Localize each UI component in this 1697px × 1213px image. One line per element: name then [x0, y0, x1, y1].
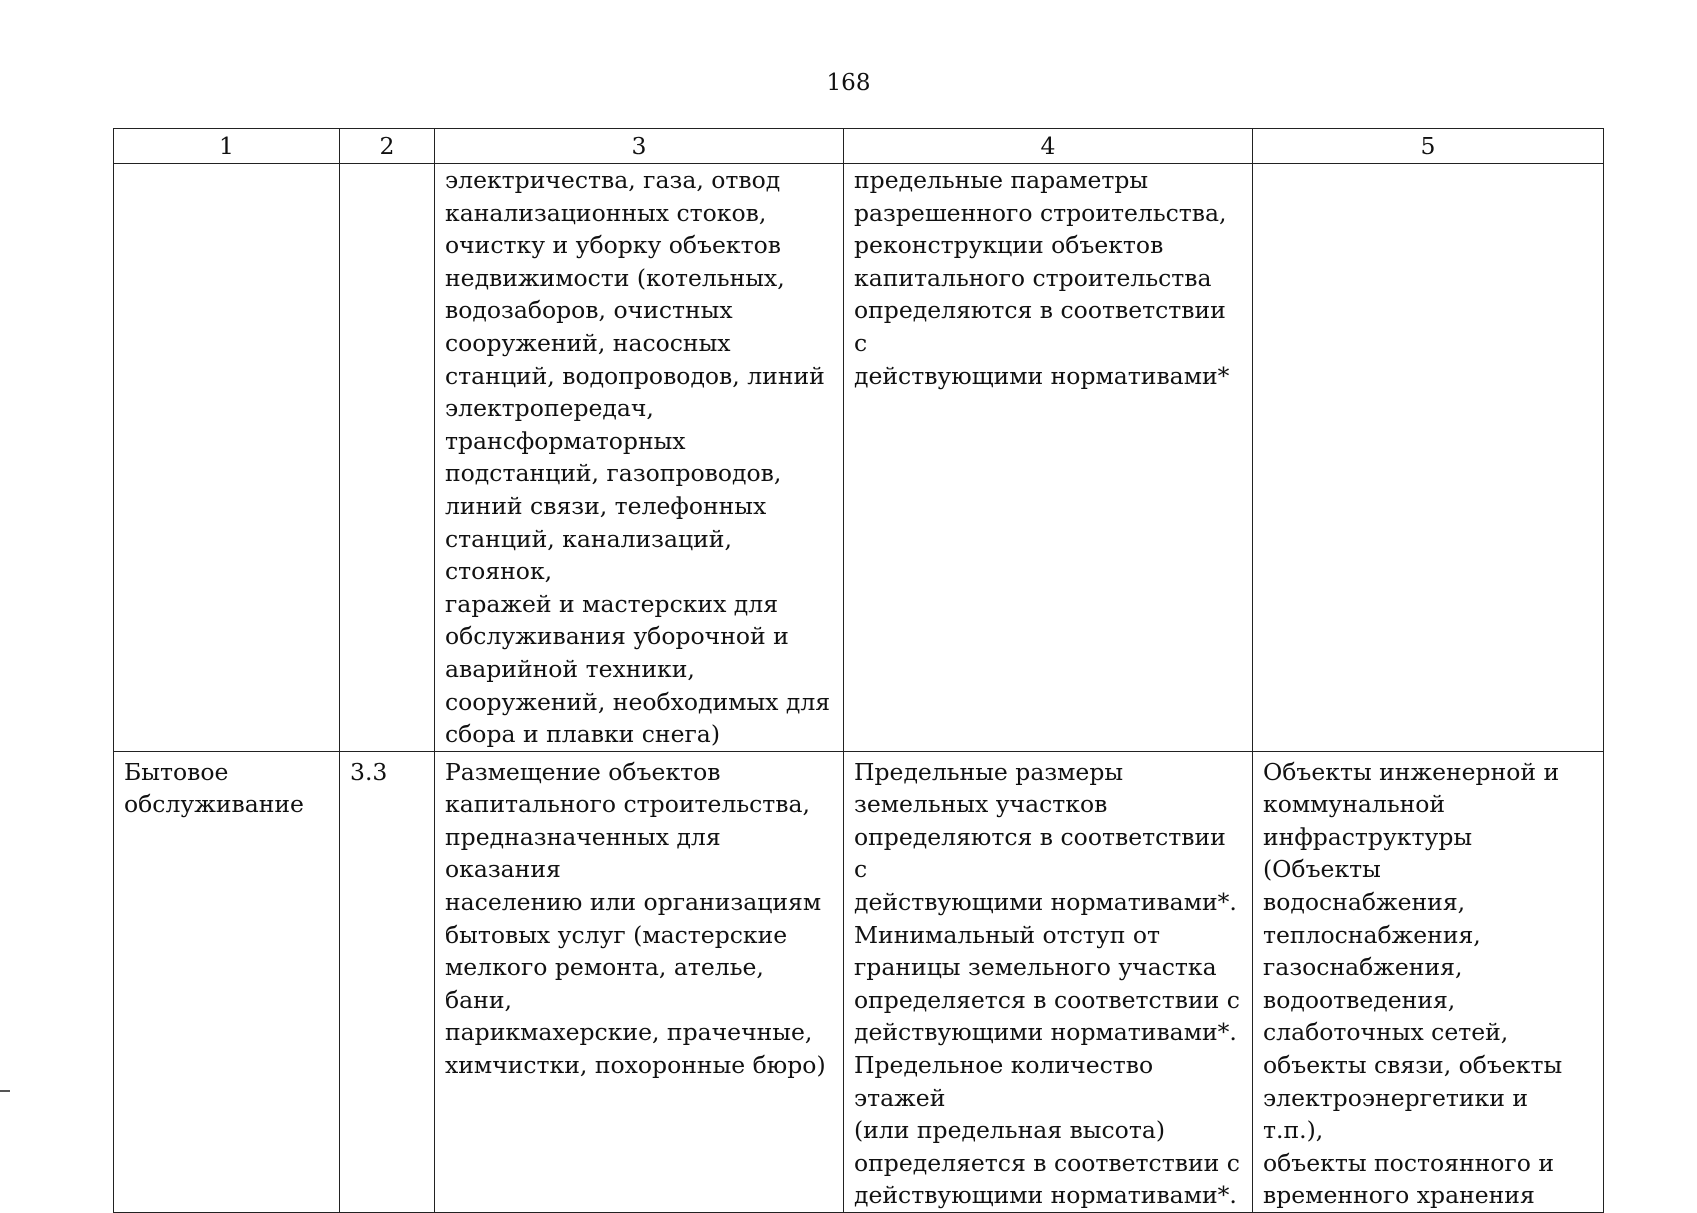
use-name-cell [114, 164, 340, 752]
land-use-table [113, 128, 1604, 1213]
table-row [114, 751, 1604, 1212]
description-cell [435, 164, 844, 752]
description-text: Размещение объектов капитального строительства, предназначенных для оказания населению или организациям бытовых услуг (мастерские мелкого ремонта, ателье, бани, парикмахерские, прачечные, химчистки, похоронные бюро) [445, 757, 826, 1080]
use-code-cell [340, 164, 435, 752]
parameters-text: Предельные размеры земельных участков определяются в соответствии с действующими нормативами*. Минимальный отступ от границы земельного участка определяется в соответствии с действующими нормативами*. Предельное количество этажей (или предельная высота) определяется в соответствии с действующими нормативами*. [854, 757, 1240, 1210]
page-number: 168 [826, 70, 871, 96]
scan-margin-mark [0, 1090, 10, 1092]
column-header-2: 2 [340, 129, 435, 164]
use-name-cell [114, 751, 340, 1212]
objects-text: Объекты инженерной и коммунальной инфраструктуры (Объекты водоснабжения, теплоснабжения, газоснабжения, водоотведения, слаботочных сетей, объекты связи, объекты электроэнергетики и т.п.), объекты постоянного и временного хранения [1263, 757, 1563, 1210]
table-header-row [114, 129, 1604, 164]
objects-cell [1253, 164, 1604, 752]
description-cell [435, 751, 844, 1212]
objects-cell [1253, 751, 1604, 1212]
column-header-3: 3 [435, 129, 844, 164]
parameters-text: предельные параметры разрешенного строительства, реконструкции объектов капитального строительства определяются в соответствии с действующими нормативами* [854, 166, 1230, 390]
parameters-cell [844, 751, 1253, 1212]
use-name-text: Бытовое обслуживание [124, 757, 304, 819]
column-header-4: 4 [844, 129, 1253, 164]
table-row [114, 164, 1604, 752]
column-header-5: 5 [1253, 129, 1604, 164]
use-code-text: 3.3 [350, 757, 388, 786]
parameters-cell [844, 164, 1253, 752]
description-text: электричества, газа, отвод канализационных стоков, очистку и уборку объектов недвижимости (котельных, водозаборов, очистных сооружений, насосных станций, водопроводов, линий электропередач, трансформаторных подстанций, газопроводов, линий связи, телефонных станций, канализаций, стоянок, гаражей и мастерских для обслуживания уборочной и аварийной техники, сооружений, необходимых для сбора и плавки снега) [445, 166, 831, 749]
column-header-1: 1 [114, 129, 340, 164]
use-code-cell [340, 751, 435, 1212]
